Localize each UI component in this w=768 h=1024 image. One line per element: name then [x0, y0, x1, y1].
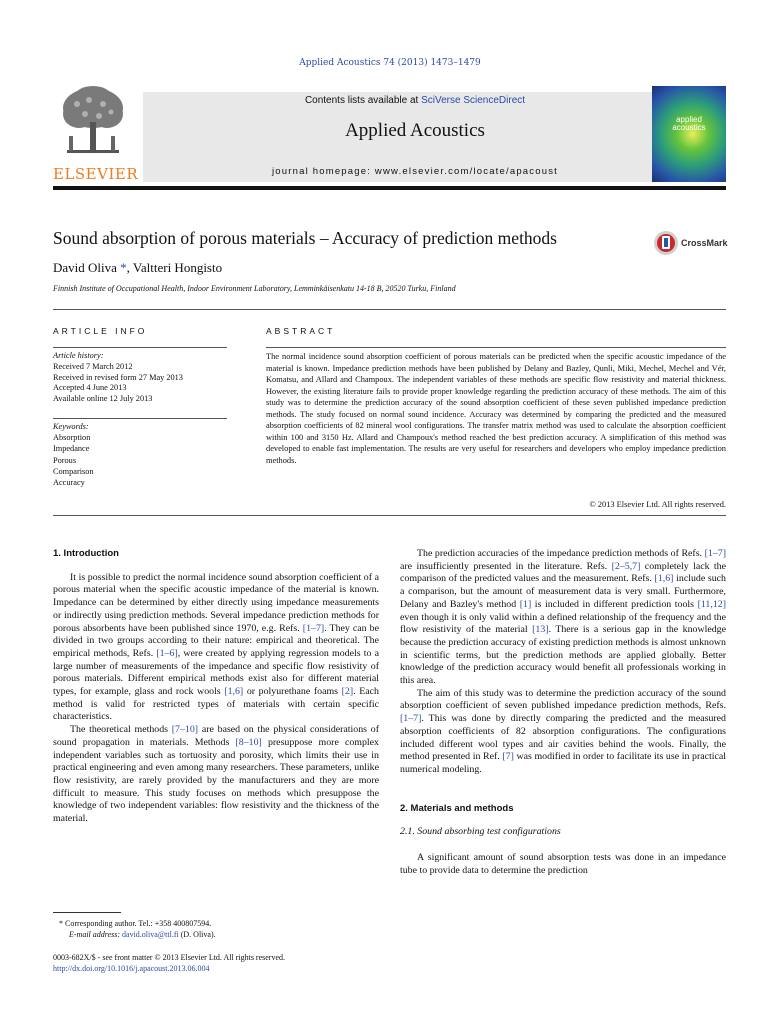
crossmark-badge[interactable] [653, 229, 733, 259]
email-suffix: (D. Oliva). [178, 930, 216, 939]
reference-link[interactable]: [1] [519, 598, 532, 610]
methods-paragraph-1: A significant amount of sound absorption tests was done in an impedance tube to provide data to determine the prediction [400, 852, 726, 876]
intro-paragraph-3: The prediction accuracies of the impedance prediction methods of Refs. [1–7] are insufficiently presented in the literature. Refs. [2–5,7] completely lack the comparison of the predicted values and the measurement. Refs. [1,6] include such a comparison, but the amount of measurement data is very small. Furthermore, Delany and Bazley's method [1] is included in different prediction tools [11,12] even though it is only valid within a defined relationship of the frequency and the flow resistivity of the material [13]. There is a serious gap in the knowledge because the prediction accuracy of existing prediction methods is almost unknown in scientific terms, but the prediction methods are applied globally. Better knowledge of the prediction accuracy would benefit all professionals working in this area. [400, 548, 726, 687]
publisher-name: ELSEVIER [53, 165, 139, 183]
intro-paragraph-2: The theoretical methods [7–10] are based on the physical considerations of sound propagation in materials. Methods [8–10] presuppose more complex independent variables such as tortuosity and porosity, which limits their use in practical engineering and even among many researchers. These parameters, unlike flow resistivity, are rarely provided by the manufacturers and they are more difficult to measure. This study focuses on methods which presuppose the knowledge of two independent variables: flow resistivity and the thickness of the material. [53, 724, 379, 825]
email-label: E-mail address: [69, 930, 123, 939]
article-history [53, 351, 228, 405]
section-heading-introduction: 1. Introduction [53, 548, 119, 559]
abstract-heading: ABSTRACT [266, 326, 336, 336]
journal-cover-image[interactable] [652, 86, 726, 182]
author-1: David Oliva [53, 260, 117, 275]
intro-paragraph-1: It is possible to predict the normal incidence sound absorption coefficient of a porous material when the specific acoustic impedance of the material is known. Impedance can be determined by either directly using impedance measurements or indirectly using prediction methods. Several impedance prediction methods for porous absorbents have been published since 1970, e.g. Refs. [1–7]. They can be divided in two groups according to their nature: empirical and theoretical. The empirical methods, Refs. [1–6], were created by applying regression models to a large number of measurements of the impedance and specific flow resistivity of porous materials. Different empirical methods exist also for different material types, for example, glass and rock wools [1,6] or polyurethane foams [2]. Each method is valid for restricted types of materials with certain specific characteristics. [53, 571, 380, 723]
crossmark-label: CrossMark [681, 238, 728, 248]
corresponding-author-note: * Corresponding author. Tel.: +358 400807594. [59, 919, 212, 928]
reference-link[interactable]: [1–7] [400, 713, 422, 725]
section-heading-methods: 2. Materials and methods [400, 802, 514, 814]
reference-link[interactable]: [1–6] [156, 647, 178, 659]
reference-link[interactable]: [2] [341, 686, 354, 698]
intro-paragraph-4: The aim of this study was to determine the prediction accuracy of the sound absorption coefficient of seven published impedance prediction methods, Refs. [1–7]. This was done by directly comparing the predicted and the measured absorption coefficients of 82 absorption configurations. The configurations included different wool types and air cavities behind the wools. Finally, the method presented in Ref. [7] was modified in order to facilitate its use in practical numerical modeling. [400, 687, 726, 775]
keyword-item: Comparison [53, 466, 94, 476]
contents-line [143, 95, 687, 106]
divider-top [53, 309, 726, 310]
body-column-right [400, 548, 726, 877]
reference-link[interactable]: [1,6] [224, 686, 244, 698]
footnote [53, 918, 383, 940]
email-line [53, 929, 383, 940]
author-list [53, 260, 222, 276]
corresponding-author-mark[interactable]: * [116, 260, 127, 275]
history-item: Accepted 4 June 2013 [53, 383, 127, 393]
journal-banner [143, 92, 687, 182]
cover-title [652, 116, 726, 132]
keywords [53, 421, 228, 488]
history-item: Received in revised form 27 May 2013 [53, 372, 183, 382]
divider-bottom [53, 515, 726, 516]
article-title: Sound absorption of porous materials – Accuracy of prediction methods [53, 228, 557, 248]
keywords-label: Keywords: [53, 422, 89, 431]
article-info-heading: ARTICLE INFO [53, 326, 148, 336]
body-column-left [53, 548, 379, 826]
history-item: Available online 12 July 2013 [53, 394, 153, 404]
reference-link[interactable]: [11,12] [697, 598, 726, 610]
tree-logo-icon [59, 84, 127, 164]
abstract-divider [266, 347, 726, 348]
reference-link[interactable]: [13] [532, 624, 549, 636]
cover-title-line-1: applied [676, 115, 702, 124]
reference-link[interactable]: [2–5,7] [611, 560, 641, 572]
crossmark-icon [653, 229, 679, 259]
doi-link[interactable]: http://dx.doi.org/10.1016/j.apacoust.2013.06.004 [53, 964, 210, 973]
footnote-divider [53, 912, 121, 913]
reference-link[interactable]: [8–10] [235, 736, 262, 748]
email-link[interactable]: david.oliva@ttl.fi [122, 930, 179, 939]
cover-title-line-2: acoustics [672, 123, 706, 132]
sciencedirect-link[interactable]: SciVerse ScienceDirect [421, 95, 526, 106]
journal-homepage[interactable]: journal homepage: www.elsevier.com/locate/apacoust [271, 166, 558, 177]
elsevier-logo[interactable] [53, 84, 139, 183]
author-affiliation: Finnish Institute of Occupational Health, Indoor Environment Laboratory, Lemminkäisenkatu 14-18 B, 20520 Turku, Finland [53, 284, 456, 293]
keywords-divider [53, 418, 227, 419]
author-2: Valtteri Hongisto [132, 260, 223, 275]
reference-link[interactable]: [7] [502, 751, 514, 763]
keyword-item: Absorption [53, 433, 91, 443]
keyword-item: Accuracy [53, 478, 85, 488]
reference-link[interactable]: [1–7] [704, 548, 726, 559]
keyword-item: Impedance [53, 444, 90, 454]
issn-block [53, 952, 393, 974]
author-separator: , [126, 260, 133, 275]
journal-header [53, 84, 726, 182]
contents-prefix: Contents lists available at [304, 95, 422, 106]
article-info-divider [53, 347, 227, 348]
subsection-heading: 2.1. Sound absorbing test configurations [400, 826, 561, 838]
history-label: Article history: [53, 351, 104, 360]
issn-line: 0003-682X/$ - see front matter © 2013 Elsevier Ltd. All rights reserved. [53, 953, 286, 962]
history-item: Received 7 March 2012 [53, 361, 133, 371]
reference-link[interactable]: [7–10] [171, 724, 199, 736]
keyword-item: Porous [53, 455, 77, 465]
abstract-text: The normal incidence sound absorption coefficient of porous materials can be predicted when the specific acoustic impedance of the material is known. Impedance prediction methods have been published by Delany and Bazley, Qunli, Miki, Mechel, Mechel and Vér, Komatsu, and Allard and Champoux. The independent variables of these methods are specific flow resistivity and material thickness. However, the existing literature fails to provide proper knowledge regarding the prediction accuracy of these methods. The aim of this study was to determine the prediction accuracy of the sound absorption coefficient of these seven published impedance prediction methods. The study focused on normal sound incidence. Accuracy was determined by comparing the predicted and the measured absorption coefficients of 82 mineral wool configurations. The transfer matrix method was used to calculate the absorption coefficient within 100 and 3150 Hz. Allard and Champoux's method reached the best prediction accuracy. A simplification of this method was developed to enable fast implementation. The results are very useful for researchers and developers who employ impedance prediction methods. [266, 352, 726, 465]
reference-link[interactable]: [1–7] [302, 622, 325, 634]
abstract-copyright: © 2013 Elsevier Ltd. All rights reserved. [589, 500, 726, 509]
reference-link[interactable]: [1,6] [654, 573, 674, 585]
journal-citation[interactable]: Applied Acoustics 74 (2013) 1473–1479 [299, 58, 481, 68]
journal-title: Applied Acoustics [345, 120, 485, 141]
header-divider [53, 186, 726, 190]
